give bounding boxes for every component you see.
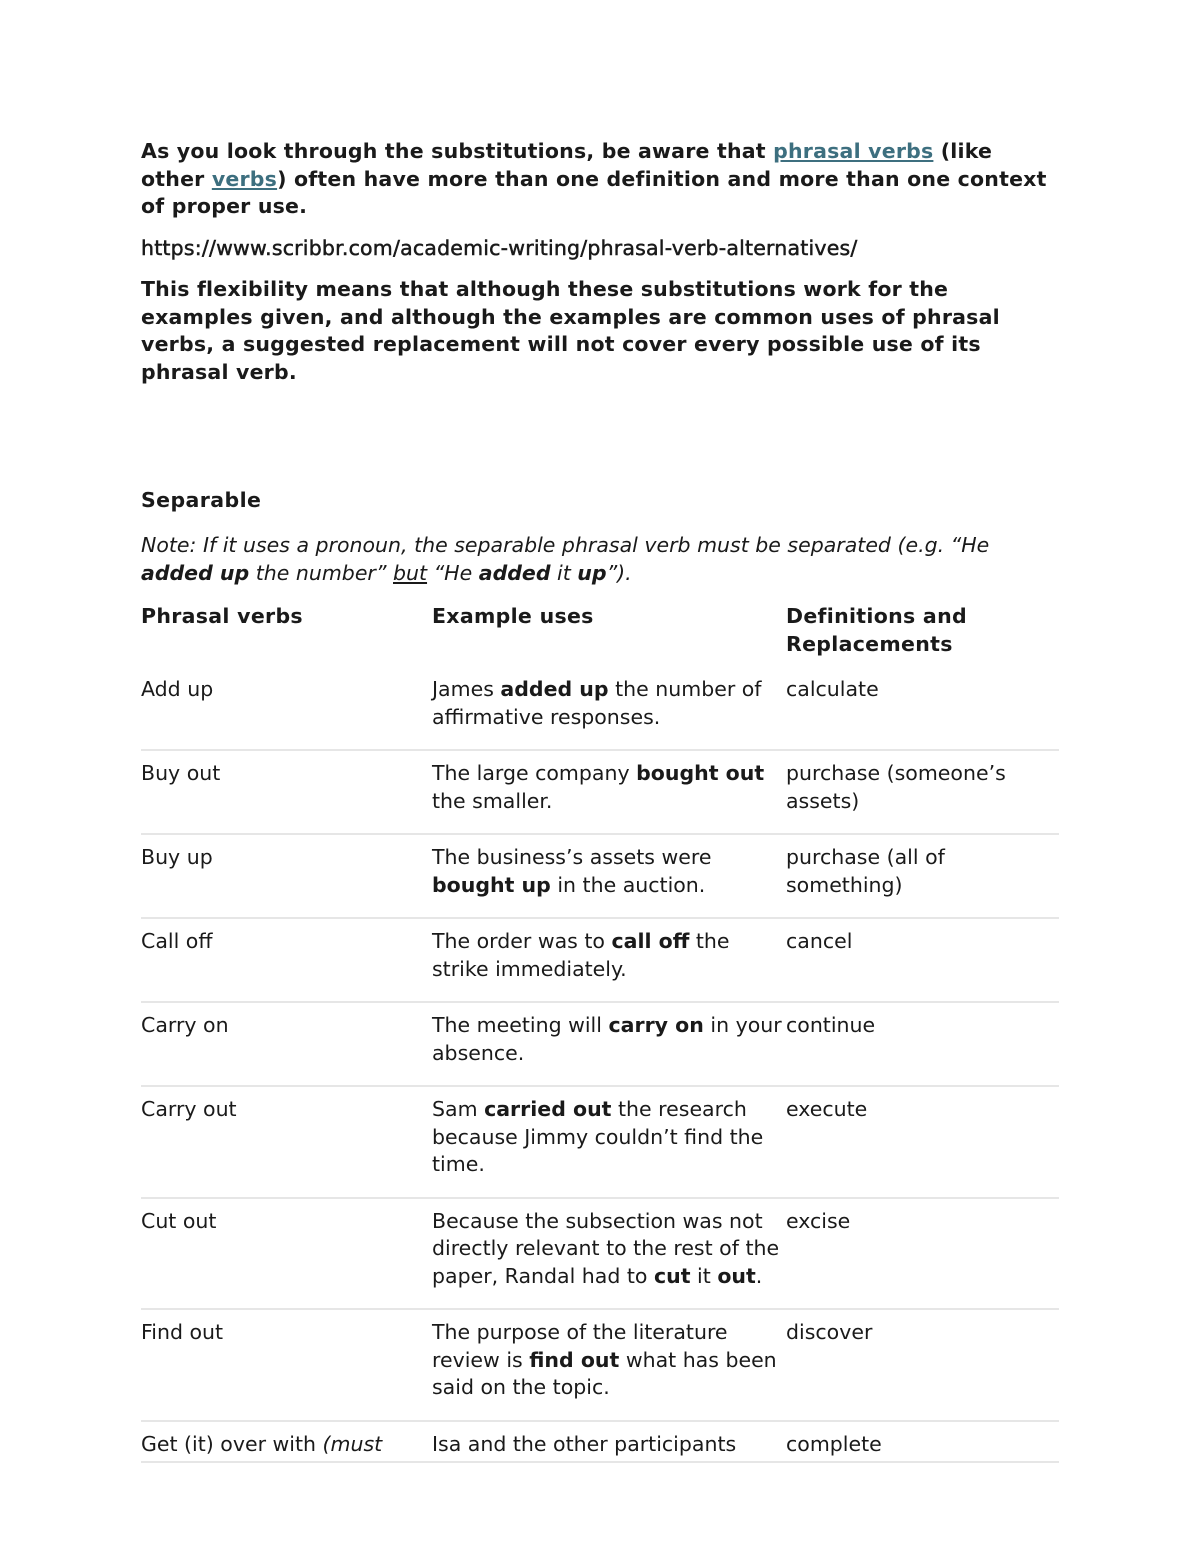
verb-cell: Find out (141, 1320, 224, 1344)
example-cell: The large company bought out the smaller. (432, 761, 765, 813)
definition-cell: discover (786, 1320, 873, 1344)
definition-cell: continue (786, 1013, 876, 1037)
table-row (141, 1421, 1059, 1463)
definition-cell: excise (786, 1208, 851, 1233)
verb-cell: Cut out (141, 1208, 217, 1233)
intro-section (141, 138, 1059, 386)
verb-cell: Carry out (141, 1097, 237, 1121)
definition-cell: purchase (all of something) (786, 845, 945, 897)
table-header-row (141, 603, 1059, 676)
column-header: Phrasal verbs (141, 604, 303, 628)
flexibility-paragraph: This flexibility means that although these substitutions work for the examples given, and although the examples are common uses of phrasal verbs, a suggested replacement will not cover every possible use of its phrasal verb. (141, 277, 1000, 384)
verb-cell: Get (it) over with (must (141, 1431, 383, 1456)
verb-cell: Call off (141, 929, 213, 953)
table-row (141, 918, 1059, 1002)
table-row (141, 1198, 1059, 1310)
section-heading: Separable (141, 488, 262, 512)
document-page (141, 138, 1059, 1456)
example-cell: James added up the number of affirmative responses. (432, 677, 762, 729)
definition-cell: complete (786, 1431, 882, 1456)
example-cell: The order was to call off the strike immediately. (432, 929, 730, 981)
example-cell: The purpose of the literature review is find out what has been said on the topic. (432, 1320, 777, 1399)
source-url: https://www.scribbr.com/academic-writing/phrasal-verb-alternatives/ (141, 235, 858, 260)
table-row (141, 750, 1059, 834)
phrasal-verbs-link[interactable]: phrasal verbs (773, 139, 934, 163)
table-row (141, 1309, 1059, 1421)
table-row (141, 1002, 1059, 1086)
column-header: Definitions and Replacements (786, 604, 967, 656)
phrasal-verbs-table (141, 603, 1059, 1463)
definition-cell: purchase (someone’s assets) (786, 761, 1006, 813)
definition-cell: calculate (786, 677, 879, 701)
table-row (141, 834, 1059, 918)
example-cell: Isa and the other participants (432, 1431, 737, 1456)
intro-paragraph: As you look through the substitutions, be aware that phrasal verbs (like other verbs) often have more than one definition and more than one context of proper use. (141, 139, 1047, 218)
verb-cell: Carry on (141, 1013, 229, 1037)
column-header: Example uses (432, 604, 594, 628)
example-cell: Because the subsection was not directly relevant to the rest of the paper, Randal had to cut it out. (432, 1208, 780, 1288)
verbs-link[interactable]: verbs (211, 166, 278, 191)
example-cell: The meeting will carry on in your absence. (432, 1013, 782, 1065)
example-cell: The business’s assets were bought up in the auction. (432, 845, 712, 897)
verb-cell: Add up (141, 677, 214, 701)
verb-cell: Buy out (141, 761, 221, 785)
definition-cell: execute (786, 1097, 868, 1121)
table-row (141, 676, 1059, 750)
separable-note: Note: If it uses a pronoun, the separable phrasal verb must be separated (e.g. “He added up the number” but “He added it up”). (141, 533, 990, 585)
table-row (141, 1086, 1059, 1198)
example-cell: Sam carried out the research because Jimmy couldn’t find the time. (432, 1097, 764, 1176)
verb-cell: Buy up (141, 845, 213, 869)
definition-cell: cancel (786, 929, 853, 953)
